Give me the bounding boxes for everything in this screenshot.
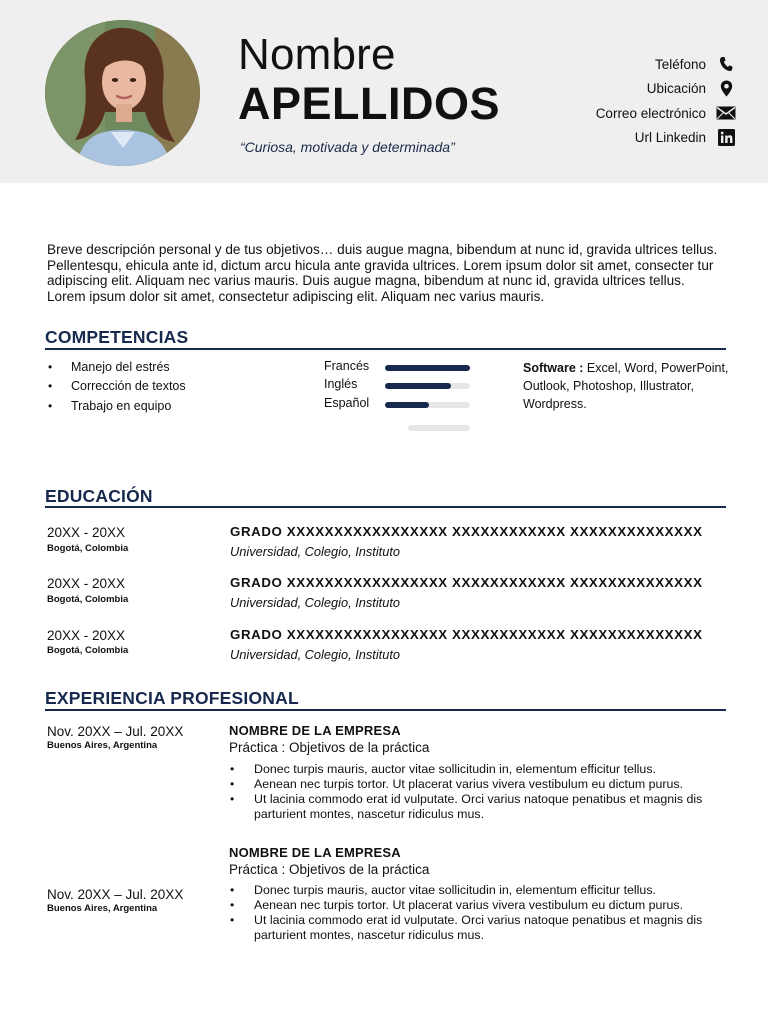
education-location: Bogotá, Colombia xyxy=(47,645,129,656)
education-degree: GRADO XXXXXXXXXXXXXXXXX XXXXXXXXXXXX XXXXXXXXXXXXXX xyxy=(230,627,703,642)
skill-item: • Corrección de textos xyxy=(47,378,186,397)
phone-icon xyxy=(716,54,736,74)
section-title-experience: EXPERIENCIA PROFESIONAL xyxy=(45,688,299,708)
job-dates: Nov. 20XX – Jul. 20XX xyxy=(47,724,184,739)
education-school: Universidad, Colegio, Instituto xyxy=(230,544,401,559)
job-role: Práctica : Objetivos de la práctica xyxy=(229,862,430,877)
profile-photo xyxy=(45,20,200,166)
language-row xyxy=(324,359,484,377)
job-responsibilities xyxy=(229,762,729,822)
contact-email[interactable] xyxy=(516,101,736,126)
section-title-skills: COMPETENCIAS xyxy=(45,327,189,347)
language-level-track xyxy=(385,402,470,408)
tagline: “Curiosa, motivada y determinada” xyxy=(240,139,455,155)
job-bullet: • Ut lacinia commodo erat id vulputate. Orci varius natoque penatibus et magnis dis parturient montes, nascetur ridiculus mus. xyxy=(229,792,729,822)
contact-list xyxy=(516,52,736,150)
job-location: Buenos Aires, Argentina xyxy=(47,740,158,751)
education-location: Bogotá, Colombia xyxy=(47,543,129,554)
software-label: Software : xyxy=(523,361,584,375)
job-location: Buenos Aires, Argentina xyxy=(47,903,158,914)
education-location: Bogotá, Colombia xyxy=(47,594,129,605)
linkedin-icon xyxy=(716,128,736,148)
language-level-fill xyxy=(385,365,470,371)
job-company: NOMBRE DE LA EMPRESA xyxy=(229,723,401,738)
job-bullet: • Aenean nec turpis tortor. Ut placerat varius vivera vestibulum eu dictum purus. xyxy=(229,777,729,792)
skill-item: • Trabajo en equipo xyxy=(47,398,186,417)
skill-item: • Manejo del estrés xyxy=(47,359,186,378)
job-bullet: • Ut lacinia commodo erat id vulputate. Orci varius natoque penatibus et magnis dis parturient montes, nascetur ridiculus mus. xyxy=(229,913,729,943)
language-level-track xyxy=(385,383,470,389)
language-level-track xyxy=(385,365,470,371)
envelope-icon xyxy=(716,103,736,123)
education-degree: GRADO XXXXXXXXXXXXXXXXX XXXXXXXXXXXX XXXXXXXXXXXXXX xyxy=(230,575,703,590)
education-dates: 20XX - 20XX xyxy=(47,576,126,591)
empty-level-bar xyxy=(408,425,470,431)
job-bullet: • Donec turpis mauris, auctor vitae sollicitudin in, elementum efficitur tellus. xyxy=(229,762,729,777)
job-role: Práctica : Objetivos de la práctica xyxy=(229,740,430,755)
header-band xyxy=(0,0,768,183)
language-level-fill xyxy=(385,402,429,408)
contact-email-label: Correo electrónico xyxy=(595,105,706,121)
language-name: Español xyxy=(324,395,370,410)
contact-phone[interactable] xyxy=(516,52,736,77)
language-name: Francés xyxy=(324,359,370,373)
education-dates: 20XX - 20XX xyxy=(47,525,126,540)
job-bullet: • Aenean nec turpis tortor. Ut placerat varius vivera vestibulum eu dictum purus. xyxy=(229,898,729,913)
job-bullet: • Donec turpis mauris, auctor vitae sollicitudin in, elementum efficitur tellus. xyxy=(229,883,729,898)
section-divider-experience xyxy=(45,709,726,711)
education-school: Universidad, Colegio, Instituto xyxy=(230,595,401,610)
contact-location[interactable] xyxy=(516,77,736,102)
section-divider-education xyxy=(45,506,726,508)
education-degree: GRADO XXXXXXXXXXXXXXXXX XXXXXXXXXXXX XXXXXXXXXXXXXX xyxy=(230,524,703,539)
skills-list xyxy=(47,359,186,417)
job-dates: Nov. 20XX – Jul. 20XX xyxy=(47,887,184,902)
language-row xyxy=(324,396,484,414)
location-pin-icon xyxy=(716,79,736,99)
software-list: Excel, Word, PowerPoint, Outlook, Photoshop, Illustrator, Wordpress. xyxy=(523,361,729,412)
languages-block xyxy=(324,359,484,414)
contact-phone-label: Teléfono xyxy=(654,56,706,72)
section-divider-skills xyxy=(45,348,726,350)
first-name: Nombre xyxy=(238,30,396,79)
contact-linkedin[interactable] xyxy=(516,126,736,151)
contact-location-label: Ubicación xyxy=(646,81,706,97)
language-name: Inglés xyxy=(324,377,358,392)
education-school: Universidad, Colegio, Instituto xyxy=(230,647,401,662)
education-dates: 20XX - 20XX xyxy=(47,628,126,643)
last-name: APELLIDOS xyxy=(238,78,501,129)
contact-linkedin-label: Url Linkedin xyxy=(634,130,706,146)
profile-summary: Breve descripción personal y de tus objetivos… duis augue magna, bibendum at nunc id, gravida ultrices tellus. Pellentesqu, ehicula ante id, dictum arcu hicula ante gravida ultrices. Lorem ipsum dolor sit amet, consecter tur adipiscing elit. Aliquam nec varius mauris. Duis augue magna, bibendum at nunc id, gravida ultrices tellus. Lorem ipsum dolor sit amet, consectetur adipiscing elit. Aliquam nec varius mauris. xyxy=(47,242,718,304)
section-title-education: EDUCACIÓN xyxy=(45,486,153,506)
language-level-fill xyxy=(385,383,451,389)
software-skills xyxy=(523,359,733,414)
job-company: NOMBRE DE LA EMPRESA xyxy=(229,845,401,860)
language-row xyxy=(324,377,484,395)
job-responsibilities xyxy=(229,883,729,943)
